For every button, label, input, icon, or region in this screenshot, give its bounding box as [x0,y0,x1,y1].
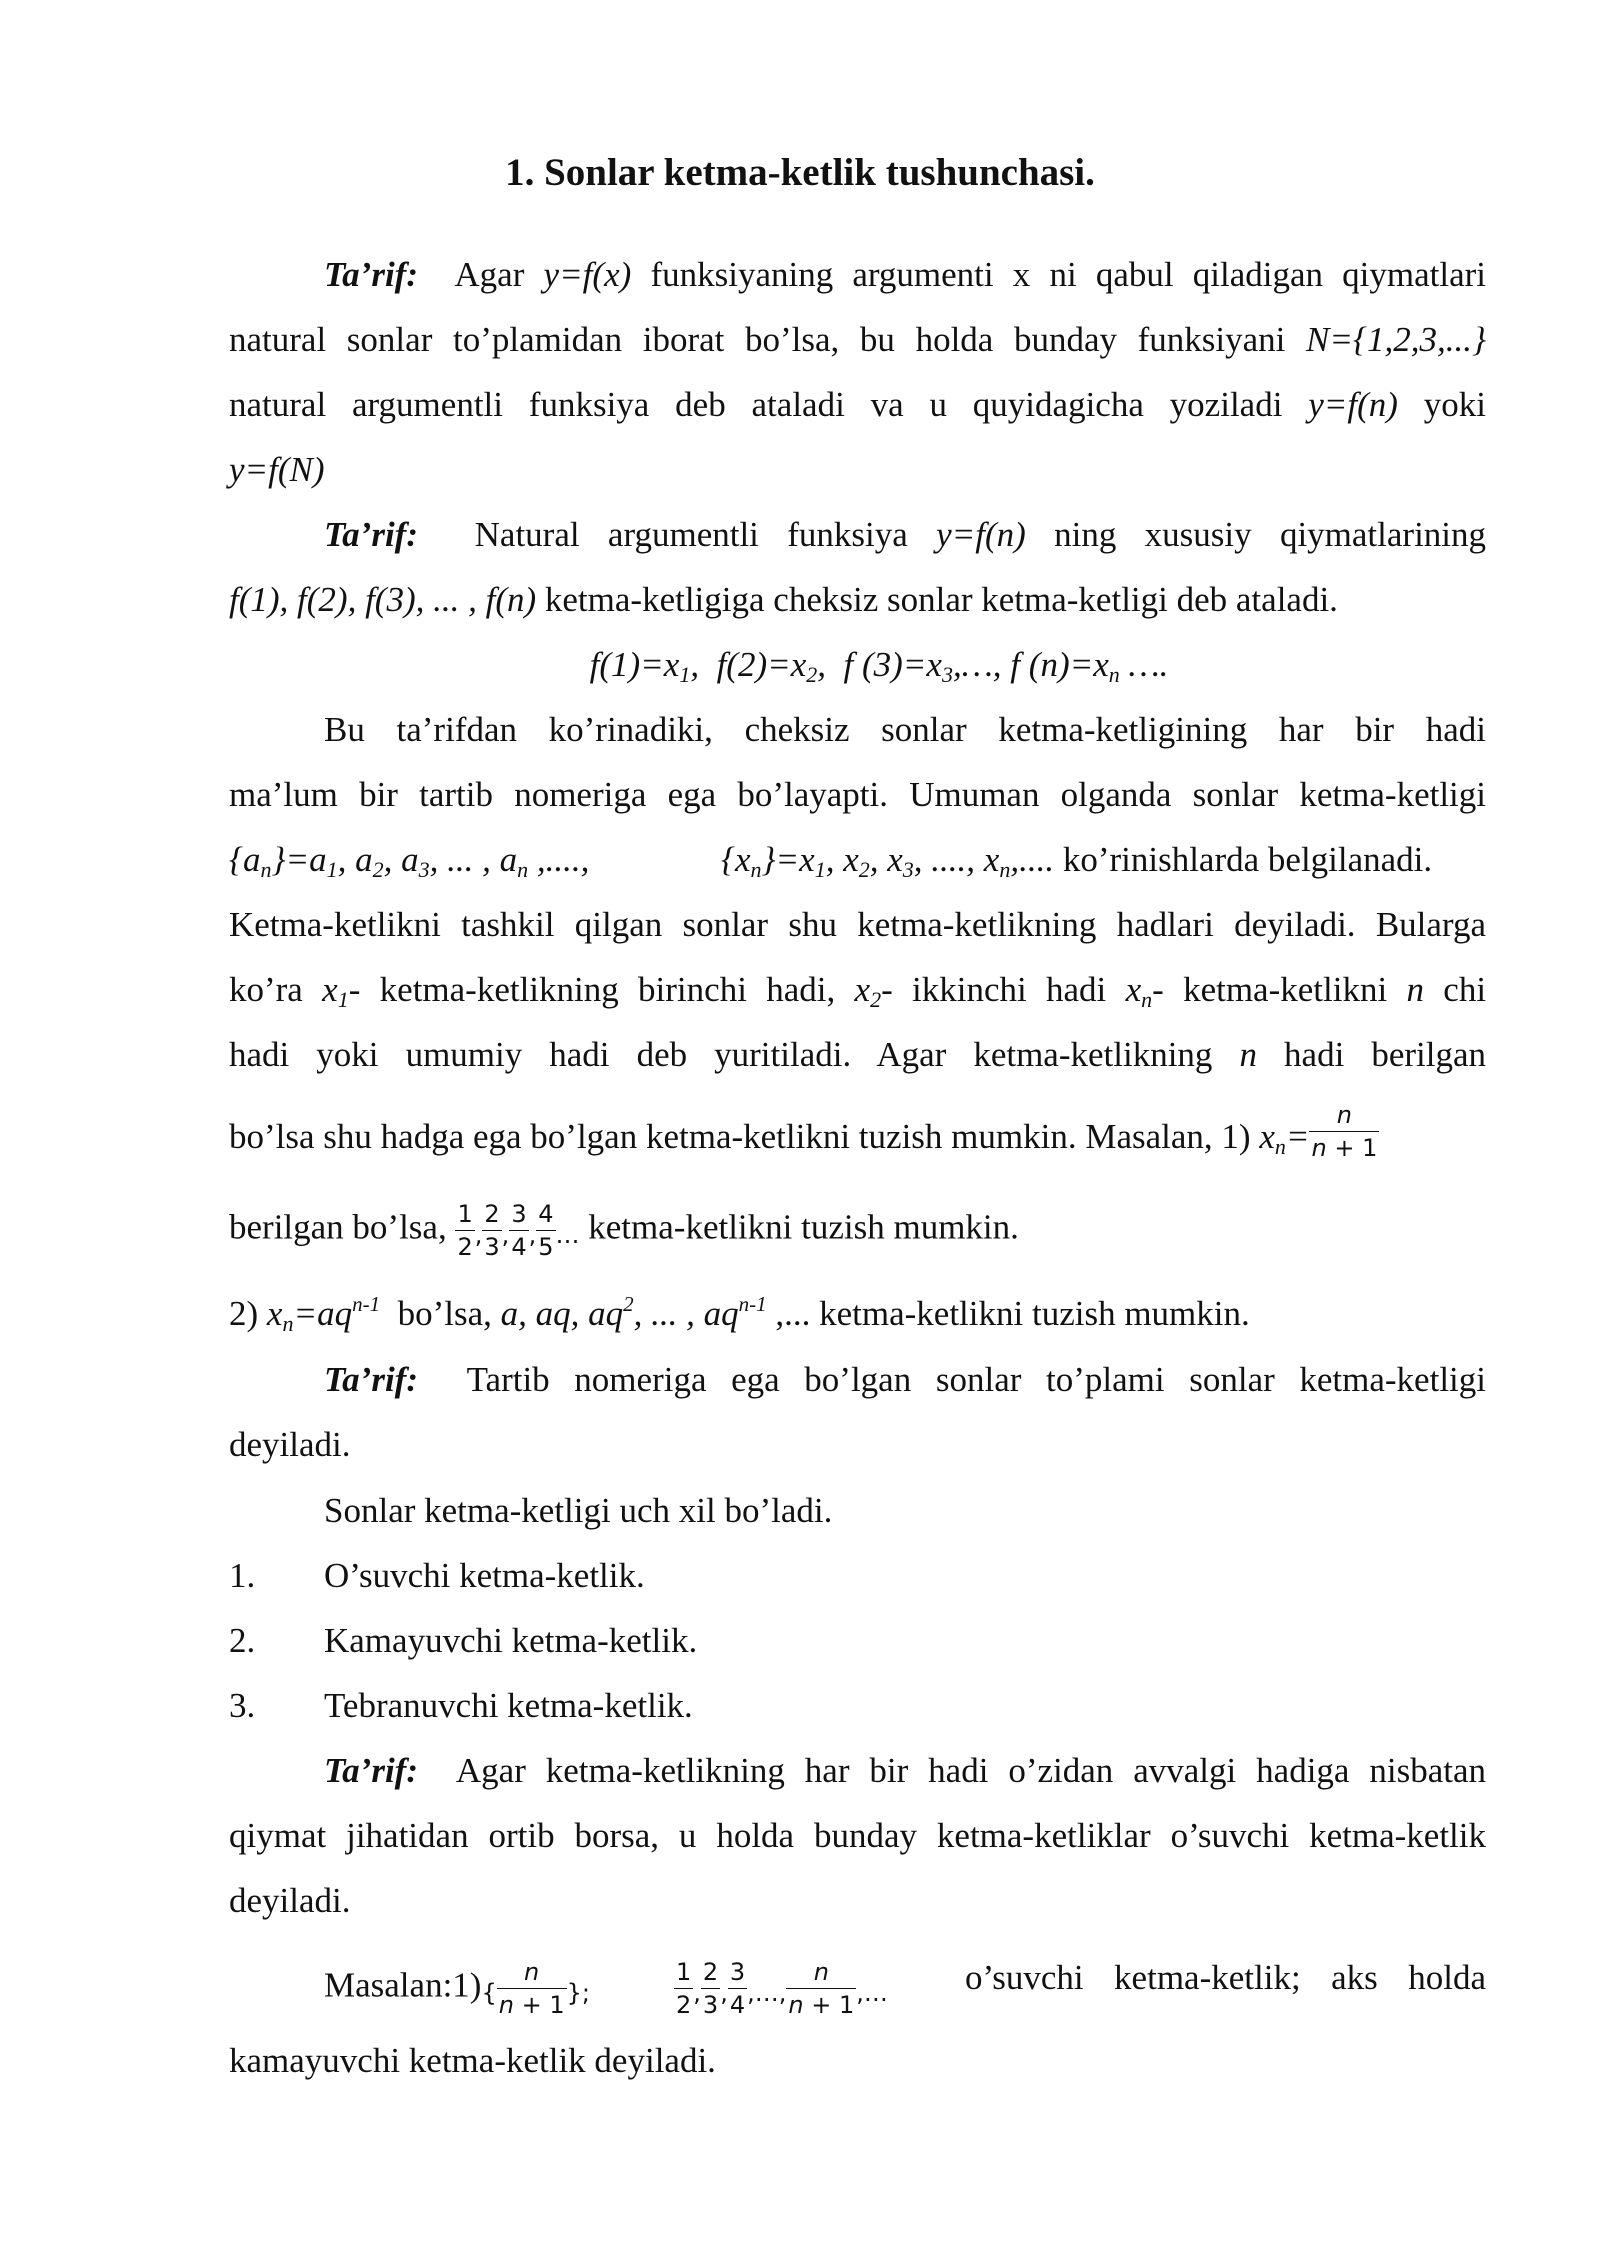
text: 2) [229,1294,259,1333]
formula: N={1,2,3,...} [1306,320,1486,359]
fraction-n-over-n-plus-1: $\frac{n}{n + 1}$ [1311,1101,1378,1162]
formula: y=f(n) [1308,385,1398,424]
list-item-text: O’suvchi ketma-ketlik. [324,1556,645,1595]
paragraph-3-line-3 [229,840,1486,882]
definition-1-line-1 [324,257,1486,292]
text: ning xususiy qiymatlarining [1054,515,1487,554]
definition-1-line-4 [229,452,1486,487]
text: bo’lsa shu hadga ega bo’lgan ketma-ketlikni tuzish mumkin. Masalan, 1) [229,1117,1251,1156]
xn-symbol: $x_n-$ [1125,970,1164,1012]
paragraph-3-line-4: Ketma-ketlikni tashkil qilgan sonlar shu ketma-ketlikning hadlari deyiladi. Bularga [229,905,1486,944]
definition-label: Ta’rif: [324,1751,418,1790]
text: ketma-ketlikni tuzish mumkin. [588,1207,1019,1247]
sequence-a-notation: $\{a_n\}=a_1$, $a_2$, $a_3$, ... , $a_n$ ,...., [229,840,590,882]
sequence-formula: $f(1)=x_1$, $f(2)=x_2$, f $(3)=x_3,\dots$, f $(n)=x_n$ …. [589,645,1169,687]
definition-4-line-1 [324,1753,1486,1788]
paragraph-3-line-9: 2) $x_n=aq^{n-1}$ bo’lsa, a, aq, $aq^2$, ... , $aq^{n-1}$ ,... ketma-ketlikni tuzish mumkin. [229,1292,1250,1336]
formula: y=f(x) [543,255,632,294]
x1-symbol: $x_1-$ [322,970,361,1012]
text: yoki [1423,385,1487,424]
definition-1-line-3 [229,387,1486,422]
text: funksiyaning argumenti x ni qabul qiladigan qiymatlari [650,255,1487,294]
types-intro: Sonlar ketma-ketligi uch xil bo’ladi. [324,1491,833,1530]
set-notation: { $\frac{n}{n + 1}$ }; [481,1958,590,2019]
sequence-x-notation: $\{x_n\}=x_1$, $x_2$, $x_3$, ...., $x_n$,.... [721,840,1055,882]
list-item-number: 2. [229,1621,256,1660]
paragraph-3-line-6 [229,1037,1486,1072]
geometric-general-term: $x_n=aq^{n-1}$ [266,1292,381,1336]
text: Tartib nomeriga ega bo’lgan sonlar to’plami sonlar ketma-ketligi [466,1360,1486,1399]
formula: f(1), f(2), f(3), ... , f(n) [229,580,537,619]
example-label: Masalan:1) [324,1965,482,2005]
definition-4-line-3: deyiladi. [229,1881,351,1920]
text: ketma-ketlikni tuzish mumkin. [819,1294,1250,1333]
increasing-sequence-formula: $\frac{1}{2}$ , $\frac{2}{3}$ , $\frac{3}{4}$ ,…, $\frac{n}{n + 1}$ ,… [676,1958,888,2019]
text: ketma-ketlikni [1183,970,1388,1009]
text: chi [1443,970,1487,1009]
definition-2-formula [229,645,1529,687]
text: natural argumentli funksiya deb ataladi va u quyidagicha yoziladi [229,385,1283,424]
example-line-2: kamayuvchi ketma-ketlik deyiladi. [229,2041,716,2080]
paragraph-3-line-5 [229,970,1487,1012]
text: berilgan bo’lsa, [229,1207,447,1247]
text: Agar [454,255,525,294]
list-item-text: Tebranuvchi ketma-ketlik. [324,1686,693,1725]
definition-1-line-2 [229,322,1486,357]
paragraph-3-line-2: ma’lum bir tartib nomeriga ega bo’layapti. Umuman olganda sonlar ketma-ketligi [229,775,1486,814]
text: ko’ra [229,970,303,1009]
paragraph-3-line-8 [229,1202,1486,1259]
text: bo’lsa, [397,1294,492,1333]
definition-3-line-2: deyiladi. [229,1425,351,1464]
formula: y=f(N) [229,450,325,489]
definition-3-line-1 [324,1362,1486,1397]
n-symbol: n [1406,970,1424,1009]
text: Agar ketma-ketlikning har bir hadi o’zidan avvalgi hadiga nisbatan [455,1751,1486,1790]
definition-label: Ta’rif: [324,1360,418,1399]
text: o’suvchi ketma-ketlik; aks holda [965,1958,1486,1997]
paragraph-3-line-7 [229,1103,1519,1160]
text: ketma-ketligiga cheksiz sonlar ketma-ketligi deb ataladi. [544,580,1338,619]
definition-4-line-2: qiymat jihatidan ortib borsa, u holda bunday ketma-ketliklar o’suvchi ketma-ketlik [229,1816,1486,1855]
text: ketma-ketlikning birinchi hadi, [379,970,836,1009]
text: hadi yoki umumiy hadi deb yuritiladi. Agar ketma-ketlikning [229,1035,1213,1074]
list-item-text: Kamayuvchi ketma-ketlik. [324,1621,698,1660]
definition-label: Ta’rif: [324,255,418,294]
example-line-1 [324,1960,1486,2017]
definition-label: Ta’rif: [324,515,418,554]
text: hadi berilgan [1284,1035,1487,1074]
text: Natural argumentli funksiya [474,515,908,554]
text: ikkinchi hadi [912,970,1107,1009]
x2-symbol: $x_2-$ [854,970,893,1012]
section-title-wrap [0,150,1600,195]
geometric-sequence: a, aq, $aq^2$, ... , $aq^{n-1}$ [500,1292,767,1333]
n-symbol: n [1239,1035,1257,1074]
paragraph-3-line-1: Bu ta’rifdan ko’rinadiki, cheksiz sonlar ketma-ketligining har bir hadi [324,710,1486,749]
fraction-sequence: $\frac{1}{2}$ , $\frac{2}{3}$ , $\frac{3}{4}$ , $\frac{4}{5}$ … [457,1200,580,1261]
text: ko’rinishlarda belgilanadi. [1062,840,1433,879]
definition-2-line-2 [229,582,1486,617]
definition-2-line-1 [324,517,1486,552]
text: natural sonlar to’plamidan iborat bo’lsa, bu holda bunday funksiyani [229,320,1286,359]
section-title: 1. Sonlar ketma-ketlik tushunchasi. [505,151,1095,194]
xn-symbol: $x_n=$ [1259,1117,1310,1159]
list-item-number: 3. [229,1686,256,1725]
list-item-number: 1. [229,1556,256,1595]
formula: y=f(n) [936,515,1026,554]
sequence-x-group [721,840,1433,882]
